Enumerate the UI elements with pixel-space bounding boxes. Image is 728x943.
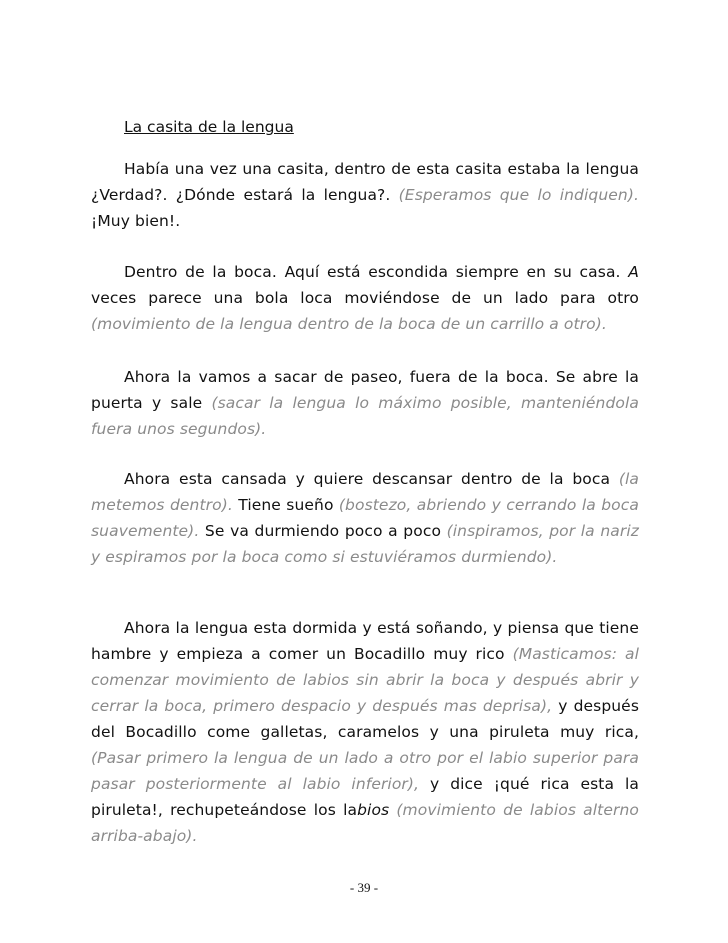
paragraph-5-text-2: y después del Bocadillo come galletas, caramelos y una piruleta muy rica, [91, 697, 639, 741]
paragraph-4-instruction-2: (bostezo, abriendo y cerrando la boca suavemente). [91, 496, 639, 540]
paragraph-4-text: Ahora esta cansada y quiere descansar dentro de la boca [124, 470, 619, 488]
paragraph-2-text-cont: veces parece una bola loca moviéndose de un lado para otro [91, 289, 639, 307]
paragraph-5-instruction-2: (Pasar primero la lengua de un lado a otro por el labio superior para pasar posteriormente al labio inferior), [91, 749, 639, 793]
paragraph-3 [91, 364, 639, 442]
paragraph-5-text-3: y dice ¡qué rica esta la piruleta!, rechupeteándose los la [91, 775, 640, 819]
paragraph-2-text: Dentro de la boca. Aquí está escondida siempre en su casa. [124, 263, 629, 281]
paragraph-2 [91, 259, 639, 337]
paragraph-5-instruction-1: (Masticamos: al comenzar movimiento de labios sin abrir la boca y después abrir y cerrar la boca, primero despacio y después mas deprisa), [91, 645, 640, 715]
paragraph-3-instruction: (sacar la lengua lo máximo posible, manteniéndola fuera unos segundos). [91, 394, 639, 438]
paragraph-1-instruction: (Esperamos que lo indiquen). [398, 186, 639, 204]
paragraph-2-italic-a: A [628, 263, 639, 281]
paragraph-5-instruction-3: (movimiento de labios alterno arriba-abajo). [91, 801, 639, 845]
paragraph-4-text-2: Tiene sueño [232, 496, 339, 514]
page-number: - 39 - [349, 880, 379, 895]
paragraph-3-text: Ahora la vamos a sacar de paseo, fuera de la boca. Se abre la puerta y sale [91, 368, 639, 412]
page-title: La casita de la lengua [124, 118, 294, 136]
paragraph-4-instruction-1: (la metemos dentro). [91, 470, 639, 514]
paragraph-1 [91, 156, 639, 234]
paragraph-5-italic-bios: bios [357, 801, 390, 819]
paragraph-5-text: Ahora la lengua esta dormida y está soñando, y piensa que tiene hambre y empieza a comer un Bocadillo muy rico [91, 619, 639, 663]
paragraph-1-text-end: ¡Muy bien!. [91, 212, 181, 230]
paragraph-5 [91, 615, 639, 849]
paragraph-4-instruction-3: (inspiramos, por la nariz y espiramos por la boca como si estuviéramos durmiendo). [91, 522, 639, 566]
paragraph-4-text-3: Se va durmiendo poco a poco [199, 522, 447, 540]
paragraph-1-text: Había una vez una casita, dentro de esta casita estaba la lengua ¿Verdad?. ¿Dónde estará la lengua?. [91, 160, 639, 204]
paragraph-2-instruction: (movimiento de la lengua dentro de la boca de un carrillo a otro). [91, 315, 607, 333]
paragraph-4 [91, 466, 639, 570]
